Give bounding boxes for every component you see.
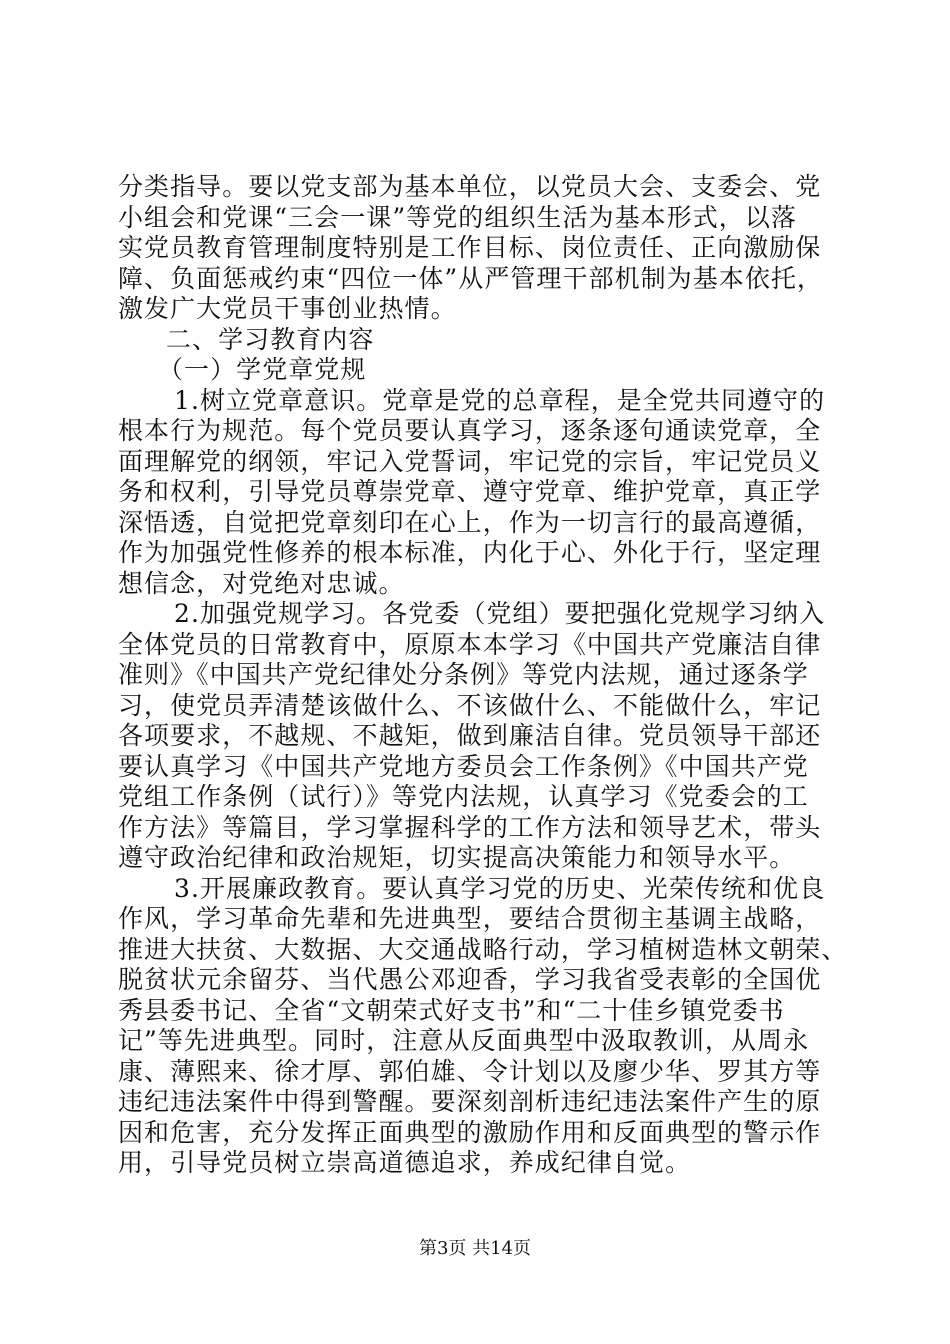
page-footer: 第3页 共14页 — [418, 1238, 532, 1259]
text-line: 面理解党的纲领，牢记入党誓词，牢记党的宗旨，牢记党员义 — [118, 446, 822, 476]
text-line: 务和权利，引导党员尊崇党章、遵守党章、维护党章，真正学 — [118, 477, 822, 506]
text-line: 3.开展廉政教育。要认真学习党的历史、光荣传统和优良 — [174, 873, 826, 903]
text-line: 根本行为规范。每个党员要认真学习，逐条逐句通读党章，全 — [118, 416, 822, 445]
text-line: 党组工作条例（试行）》等党内法规，认真学习《党委会的工 — [118, 782, 809, 811]
text-line: 实党员教育管理制度特别是工作目标、岗位责任、正向激励保 — [118, 233, 822, 262]
text-line: 康、薄熙来、徐才厚、郭伯雄、令计划以及廖少华、罗其方等 — [118, 1056, 822, 1086]
paragraph-continued — [118, 172, 833, 325]
text-line: 激发广大党员干事创业热情。 — [118, 294, 457, 323]
text-line: 习，使党员弄清楚该做什么、不该做什么、不能做什么，牢记 — [118, 690, 822, 720]
paragraph-1 — [118, 386, 833, 600]
section-heading: 二、学习教育内容 — [166, 324, 375, 354]
text-line: 障、负面惩戒约束“四位一体”从严管理干部机制为基本依托， — [118, 263, 823, 293]
text-line: 1.树立党章意识。党章是党的总章程，是全党共同遵守的 — [174, 385, 826, 415]
text-line: 推进大扶贫、大数据、大交通战略行动，学习植树造林文朝荣、 — [118, 934, 848, 964]
text-line: 因和危害，充分发挥正面典型的激励作用和反面典型的警示作 — [118, 1117, 822, 1147]
text-line: 深悟透，自觉把党章刻印在心上，作为一切言行的最高遵循， — [118, 507, 822, 537]
text-line: 想信念，对党绝对忠诚。 — [118, 568, 405, 598]
text-line: 各项要求，不越规、不越矩，做到廉洁自律。党员领导干部还 — [118, 721, 822, 750]
text-line: 秀县委书记、全省“文朝荣式好支书”和“二十佳乡镇党委书 — [118, 995, 785, 1025]
text-line: 作方法》等篇目，学习掌握科学的工作方法和领导艺术，带头 — [118, 812, 822, 842]
text-line: 准则》《中国共产党纪律处分条例》等党内法规，通过逐条学 — [118, 660, 809, 689]
text-line: 全体党员的日常教育中，原原本本学习《中国共产党廉洁自律 — [118, 629, 822, 659]
text-line: 小组会和党课“三会一课”等党的组织生活为基本形式，以落 — [118, 202, 797, 232]
text-line: 作为加强党性修养的根本标准，内化于心、外化于行，坚定理 — [118, 538, 822, 567]
section-subheading: （一）学党章党规 — [158, 355, 367, 384]
text-line: 遵守政治纪律和政治规矩，切实提高决策能力和领导水平。 — [118, 843, 796, 872]
text-line: 作风，学习革命先辈和先进典型，要结合贯彻主基调主战略， — [118, 904, 822, 933]
text-line: 分类指导。要以党支部为基本单位，以党员大会、支委会、党 — [118, 172, 822, 201]
text-line: 记”等先进典型。同时，注意从反面典型中汲取教训，从周永 — [118, 1026, 810, 1055]
text-line: 2.加强党规学习。各党委（党组）要把强化党规学习纳入 — [174, 599, 826, 628]
document-body — [118, 172, 848, 1179]
paragraph-3 — [118, 873, 848, 1179]
text-line: 要认真学习《中国共产党地方委员会工作条例》《中国共产党 — [118, 751, 809, 781]
paragraph-2 — [118, 599, 833, 874]
text-line: 用，引导党员树立崇高道德追求，养成纪律自觉。 — [118, 1148, 692, 1177]
text-line: 违纪违法案件中得到警醒。要深刻剖析违纪违法案件产生的原 — [118, 1087, 822, 1116]
text-line: 脱贫状元余留芬、当代愚公邓迎香，学习我省受表彰的全国优 — [118, 965, 822, 994]
